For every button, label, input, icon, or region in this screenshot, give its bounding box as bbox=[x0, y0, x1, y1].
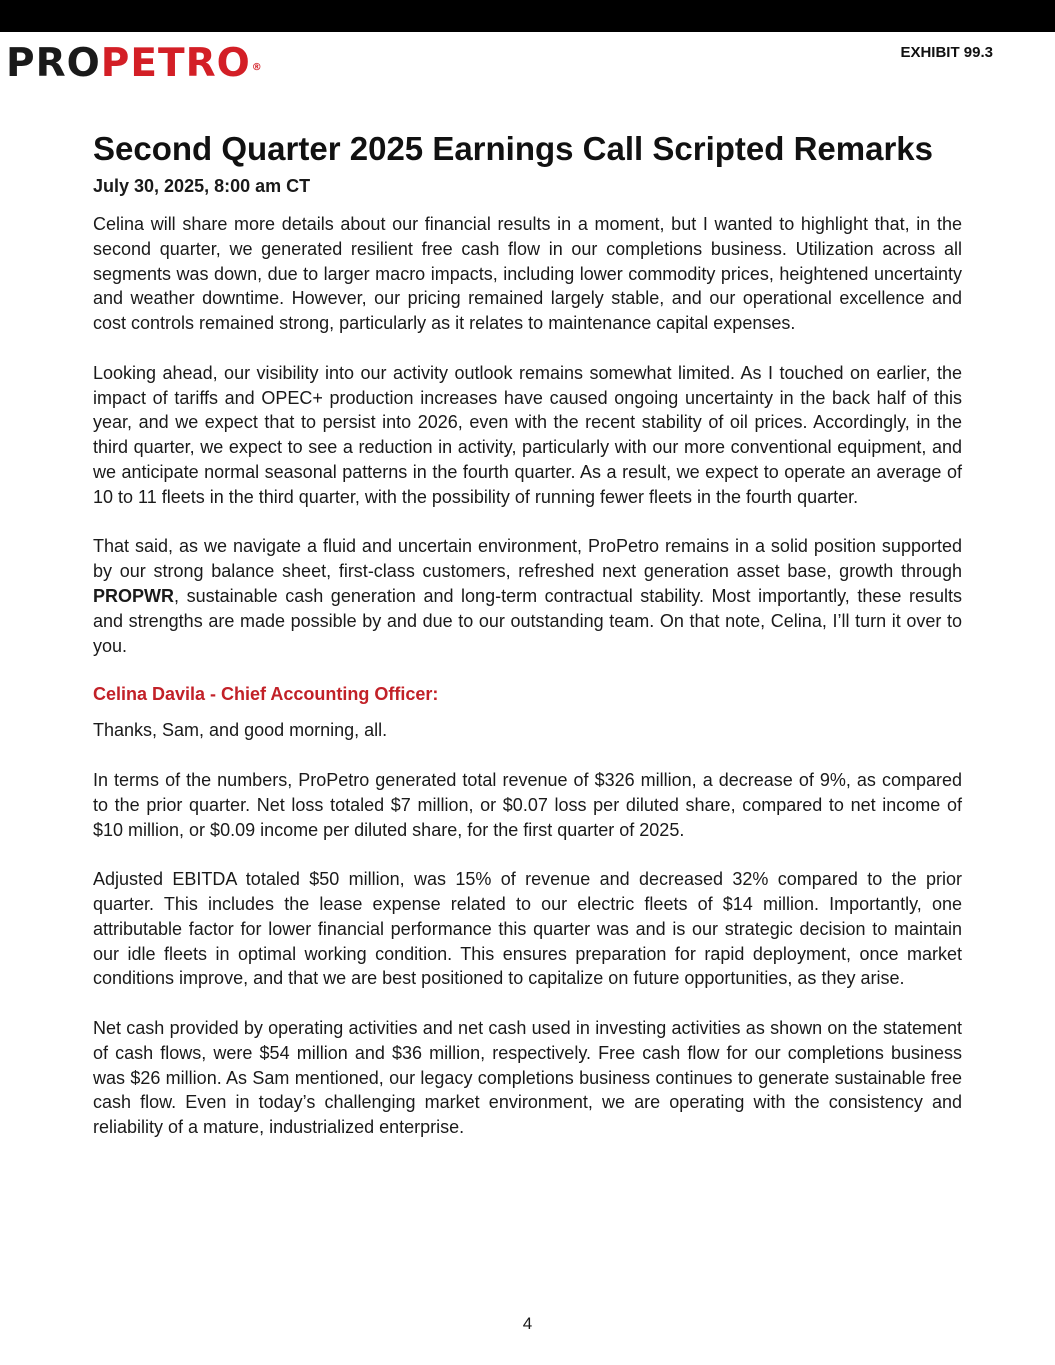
paragraph bbox=[93, 534, 962, 658]
paragraph-text: , sustainable cash generation and long-term contractual stability. Most importantly, these results and strengths are made possible by and due to our outstanding team. On that note, Celina, I’ll turn it over to you. bbox=[93, 585, 962, 656]
logo-pro-text: PRO bbox=[6, 41, 101, 86]
propwr-bold-text: PROPWR bbox=[93, 585, 174, 606]
document-title: Second Quarter 2025 Earnings Call Scripted Remarks bbox=[93, 130, 934, 167]
paragraph: In terms of the numbers, ProPetro generated total revenue of $326 million, a decrease of 9%, as compared to the prior quarter. Net loss totaled $7 million, or $0.07 loss per diluted share, compared to net income of $10 million, or $0.09 income per diluted share, for the first quarter of 2025. bbox=[93, 769, 962, 840]
paragraph: Looking ahead, our visibility into our activity outlook remains somewhat limited. As I touched on earlier, the impact of tariffs and OPEC+ production increases have caused ongoing uncertainty in the back half of this year, and we expect that to persist into 2026, even with the recent stability of oil prices. Accordingly, in the third quarter, we expect to see a reduction in activity, particularly with our more conventional equipment, and we anticipate normal seasonal patterns in the fourth quarter. As a result, we expect to operate an average of 10 to 11 fleets in the third quarter, with the possibility of running fewer fleets in the fourth quarter. bbox=[93, 362, 962, 507]
paragraph: Celina will share more details about our financial results in a moment, but I wanted to highlight that, in the second quarter, we generated resilient free cash flow in our completions business. Utilization across all segments was down, due to larger macro impacts, including lower commodity prices, heightened uncertainty and weather downtime. However, our pricing remained largely stable, and our operational excellence and cost controls remained strong, particularly as it relates to maintenance capital expenses. bbox=[93, 214, 962, 334]
registered-mark: ® bbox=[251, 62, 263, 73]
document-date: July 30, 2025, 8:00 am CT bbox=[93, 176, 311, 196]
document-body bbox=[93, 128, 962, 1140]
paragraph: Net cash provided by operating activities and net cash used in investing activities as shown on the statement of cash flows, were $54 million and $36 million, respectively. Free cash flow for our completions business was $26 million. As Sam mentioned, our legacy completions business continues to generate sustainable free cash flow. Even in today’s challenging market environment, we are operating with the consistency and reliability of a mature, industrialized enterprise. bbox=[93, 1017, 962, 1138]
speaker-heading: Celina Davila - Chief Accounting Officer: bbox=[93, 684, 439, 705]
paragraph-text: That said, as we navigate a fluid and uncertain environment, ProPetro remains in a solid position supported by our strong balance sheet, first-class customers, refreshed next generation asset base, growth through bbox=[93, 536, 962, 582]
paragraph: Adjusted EBITDA totaled $50 million, was 15% of revenue and decreased 32% compared to the prior quarter. This includes the lease expense related to our electric fleets of $14 million. Importantly, one attributable factor for lower financial performance this quarter was and is our strategic decision to maintain our idle fleets in optimal working condition. This ensures preparation for rapid deployment, once market conditions improve, and that we are best positioned to capitalize on future opportunities, as they arise. bbox=[93, 869, 962, 989]
logo-petro-text: PETRO bbox=[100, 41, 251, 86]
propetro-logo bbox=[6, 41, 263, 86]
page-number: 4 bbox=[522, 1314, 533, 1333]
top-bar bbox=[0, 0, 1055, 32]
exhibit-label: EXHIBIT 99.3 bbox=[900, 44, 993, 61]
paragraph: Thanks, Sam, and good morning, all. bbox=[93, 720, 388, 741]
